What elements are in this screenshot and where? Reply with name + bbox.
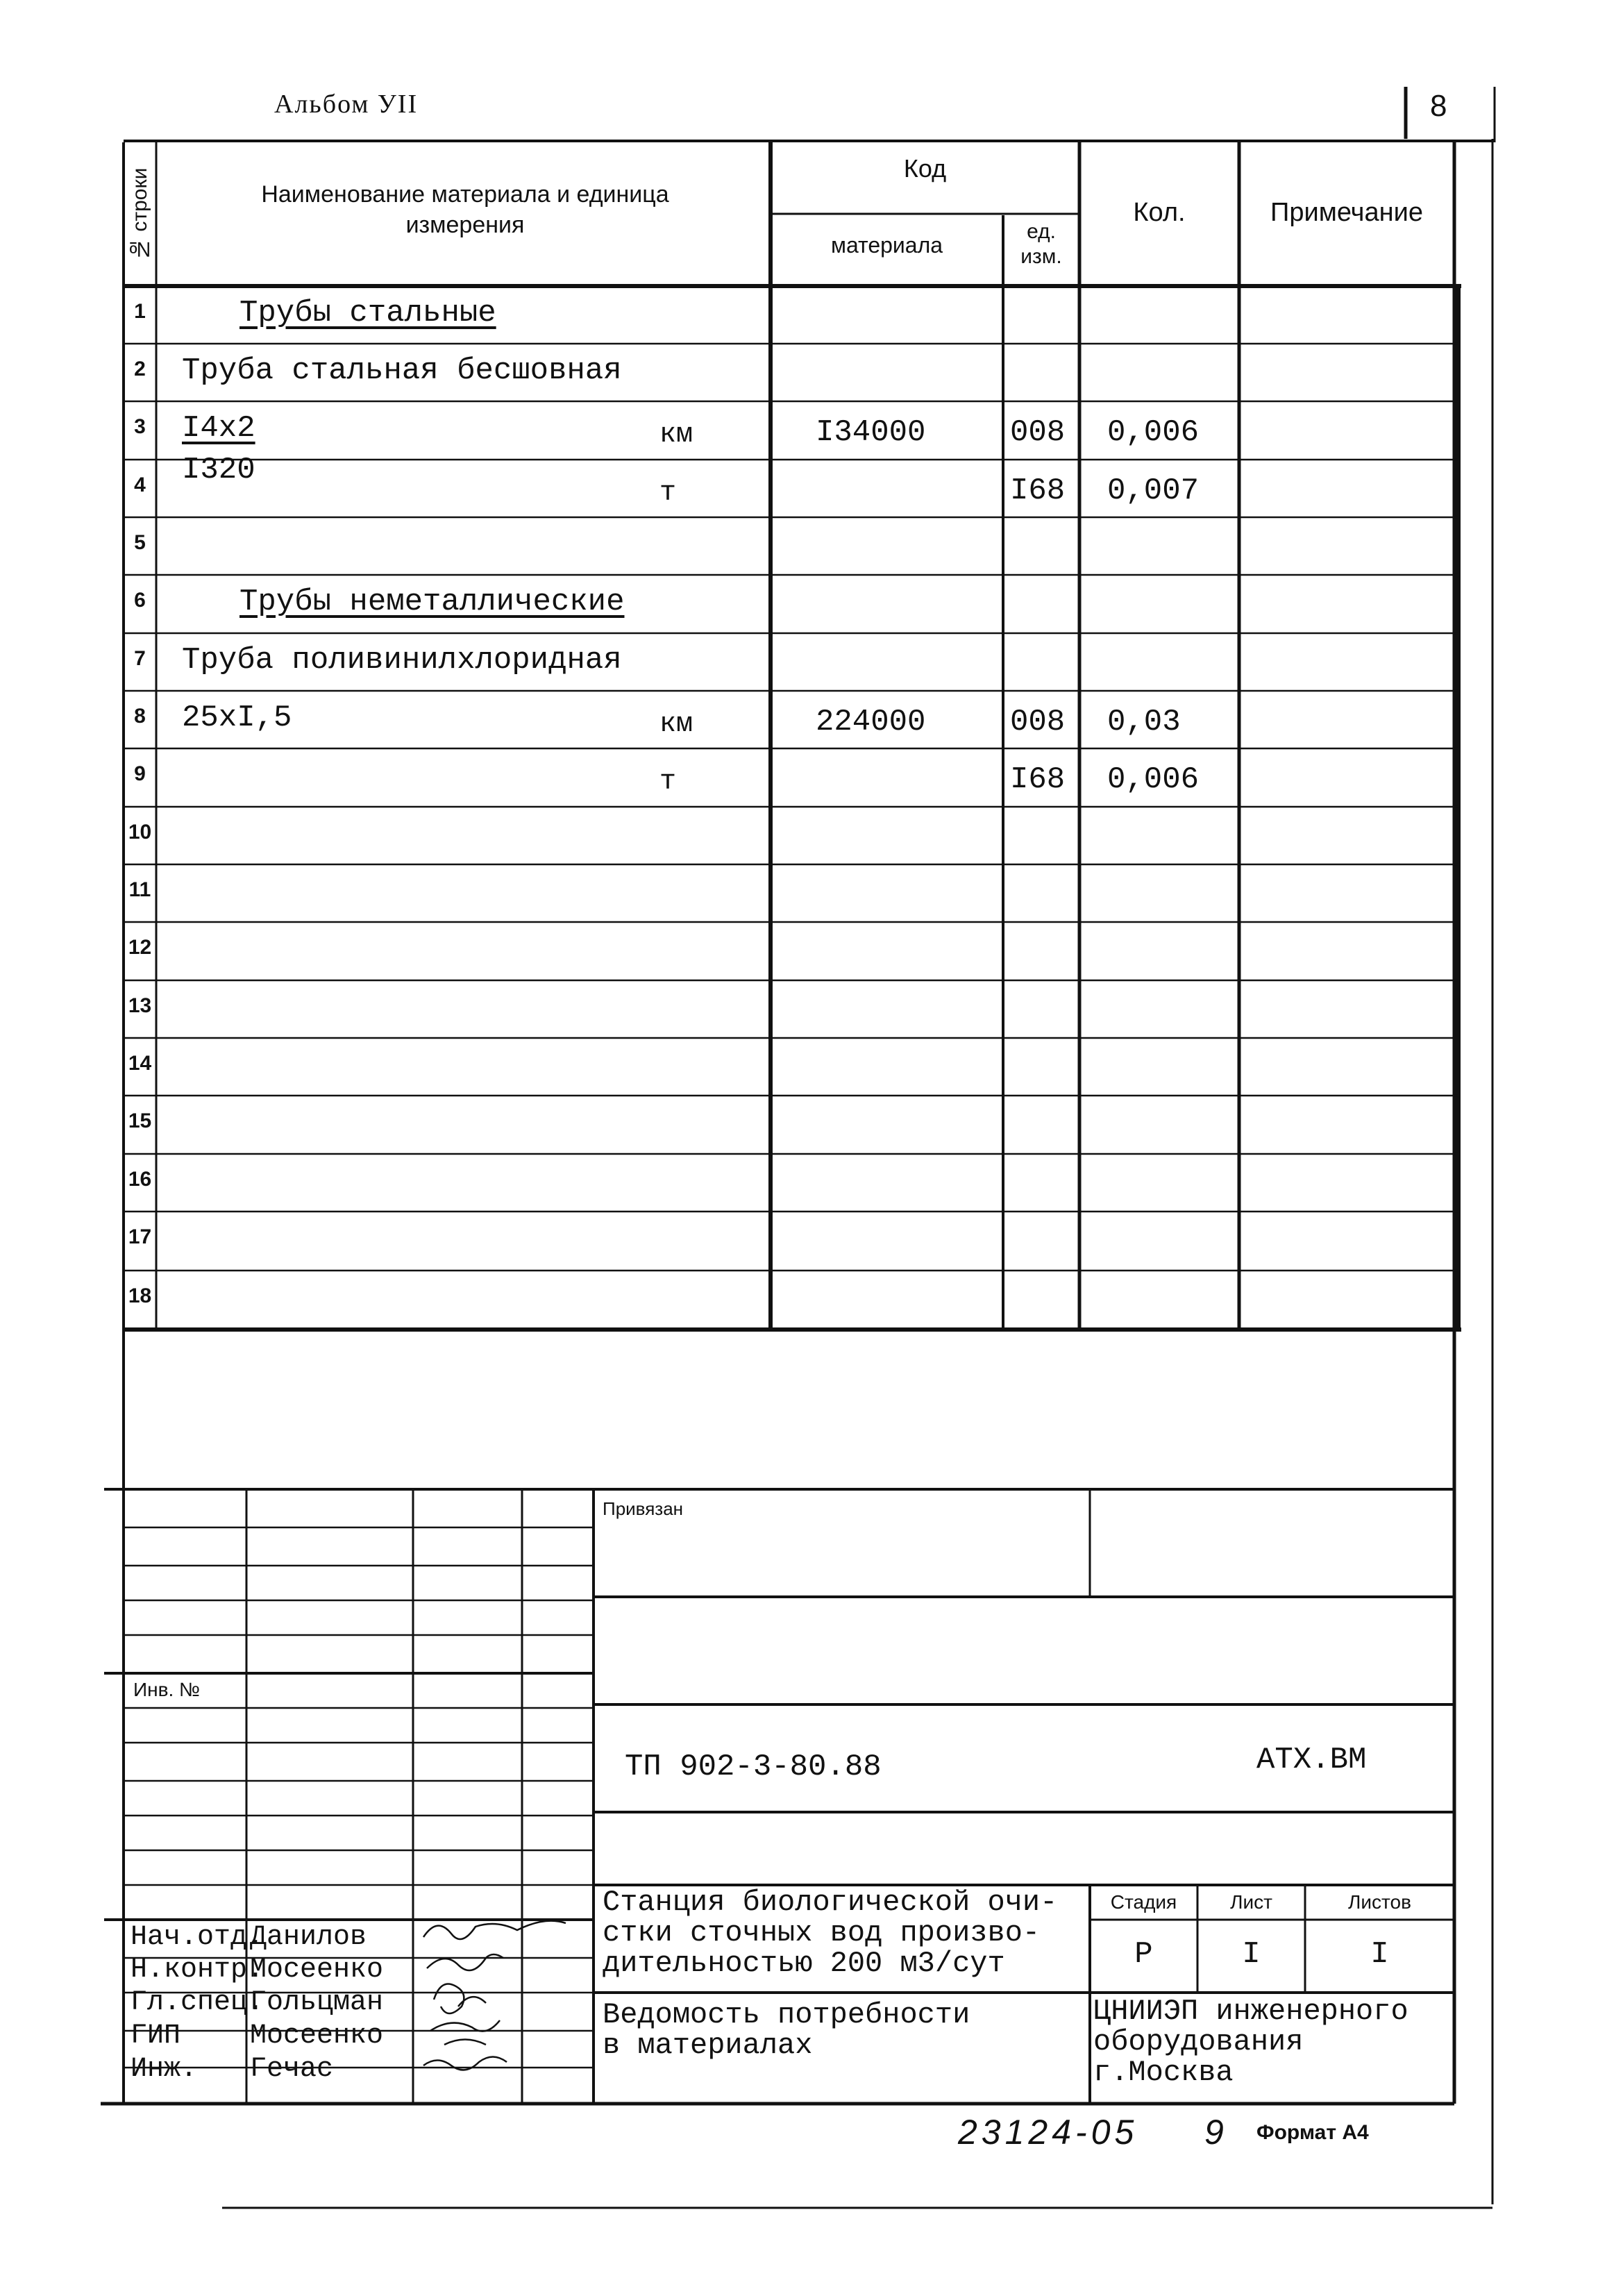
row-number: 13 bbox=[128, 994, 152, 1017]
row-number: 12 bbox=[128, 936, 152, 959]
row-unit-code: I68 bbox=[1010, 762, 1066, 797]
organization-line: г.Москва bbox=[1093, 2056, 1234, 2089]
album-label: Альбом УII bbox=[274, 90, 419, 119]
row-name: Трубы неметаллические bbox=[239, 585, 625, 619]
row-name: I4x2 bbox=[182, 411, 255, 446]
row-name: Труба поливинилхлоридная bbox=[182, 643, 622, 678]
signature-role: Гл.спец. bbox=[131, 1987, 264, 2018]
signature-name: Мосеенко bbox=[250, 1954, 384, 1986]
project-title bbox=[603, 1887, 1057, 1979]
row-name: 25xI,5 bbox=[182, 701, 292, 735]
row-number: 15 bbox=[128, 1109, 152, 1132]
row-name: Труба стальная бесшовная bbox=[182, 353, 622, 388]
project-title-line: Станция биологической очи- bbox=[603, 1886, 1058, 1919]
stage-label: Стадия bbox=[1110, 1891, 1177, 1913]
row-number: 6 bbox=[134, 589, 146, 612]
row-qty: 0,007 bbox=[1107, 474, 1200, 508]
signature-name: Гечас bbox=[250, 2054, 334, 2085]
column-header-name: Наименование материала и единица измерения bbox=[261, 181, 669, 238]
sheet-value: I bbox=[1242, 1937, 1261, 1972]
row-number: 14 bbox=[128, 1052, 152, 1075]
column-header-code: Код bbox=[903, 154, 947, 183]
column-header-code-unit: ед. изм. bbox=[1020, 220, 1062, 268]
row-qty: 0,006 bbox=[1107, 415, 1200, 450]
sheet-title-line: Ведомость потребности bbox=[603, 1998, 970, 2031]
row-unit-code: 008 bbox=[1010, 705, 1066, 739]
row-number: 2 bbox=[134, 358, 146, 380]
row-qty: 0,03 bbox=[1107, 705, 1181, 739]
signature-role: Нач.отд. bbox=[131, 1922, 264, 1953]
row-number: 9 bbox=[134, 762, 146, 785]
row-unit: т bbox=[659, 766, 677, 798]
sheet-label: Лист bbox=[1230, 1891, 1272, 1913]
row-code: I34000 bbox=[816, 415, 926, 450]
sheet-title bbox=[603, 2000, 970, 2061]
row-number: 11 bbox=[128, 878, 151, 901]
row-number: 17 bbox=[128, 1225, 152, 1248]
row-unit: т bbox=[659, 478, 677, 509]
stage-value: Р bbox=[1134, 1937, 1153, 1972]
row-name: I320 bbox=[182, 453, 255, 487]
sheets-label: Листов bbox=[1348, 1891, 1411, 1913]
sheets-value: I bbox=[1370, 1937, 1389, 1972]
archive-number: 23124-05 bbox=[958, 2113, 1138, 2152]
column-header-qty: Кол. bbox=[1133, 198, 1186, 227]
signature-scribbles bbox=[423, 1921, 566, 2070]
row-number: 3 bbox=[134, 415, 146, 438]
row-unit-code: I68 bbox=[1010, 474, 1066, 508]
document-code: ТП 902-3-80.88 bbox=[625, 1750, 882, 1784]
signature-role: Н.контр. bbox=[131, 1954, 264, 1986]
project-title-line: стки сточных вод произво- bbox=[603, 1916, 1041, 1950]
row-number: 5 bbox=[134, 531, 146, 554]
row-number: 4 bbox=[134, 474, 146, 496]
row-qty: 0,006 bbox=[1107, 762, 1200, 797]
row-number: 8 bbox=[134, 705, 146, 728]
column-header-row-no: № строки bbox=[128, 167, 151, 261]
privyazan-label: Привязан bbox=[603, 1498, 684, 1519]
organization bbox=[1093, 1996, 1408, 2088]
row-unit: км bbox=[659, 709, 693, 740]
project-title-line: дительностью 200 м3/сут bbox=[603, 1947, 1005, 1980]
row-number: 16 bbox=[128, 1168, 152, 1191]
inventory-number-label: Инв. № bbox=[133, 1679, 201, 1700]
copy-mark: 9 bbox=[1204, 2113, 1224, 2152]
row-number: 7 bbox=[134, 647, 146, 670]
format-label: Формат А4 bbox=[1256, 2121, 1369, 2144]
row-code: 224000 bbox=[816, 705, 926, 739]
row-number: 10 bbox=[128, 821, 152, 844]
row-name: Трубы стальные bbox=[239, 296, 496, 330]
signature-role: ГИП bbox=[131, 2020, 181, 2052]
page-number: 8 bbox=[1430, 89, 1447, 123]
signature-name: Мосеенко bbox=[250, 2020, 384, 2052]
organization-line: ЦНИИЭП инженерного bbox=[1093, 1995, 1408, 2028]
signature-name: Данилов bbox=[250, 1922, 367, 1953]
document-mark: АТХ.ВМ bbox=[1256, 1743, 1367, 1777]
column-header-code-material: материала bbox=[830, 233, 943, 258]
row-number: 1 bbox=[134, 300, 146, 323]
signature-role: Инж. bbox=[131, 2054, 198, 2085]
row-unit-code: 008 bbox=[1010, 415, 1066, 450]
signature-name: Гольцман bbox=[250, 1987, 384, 2018]
column-header-note: Примечание bbox=[1270, 198, 1423, 227]
sheet-title-line: в материалах bbox=[603, 2029, 813, 2062]
row-unit: км bbox=[659, 419, 693, 451]
row-number: 18 bbox=[128, 1284, 152, 1307]
organization-line: оборудования bbox=[1093, 2025, 1304, 2059]
